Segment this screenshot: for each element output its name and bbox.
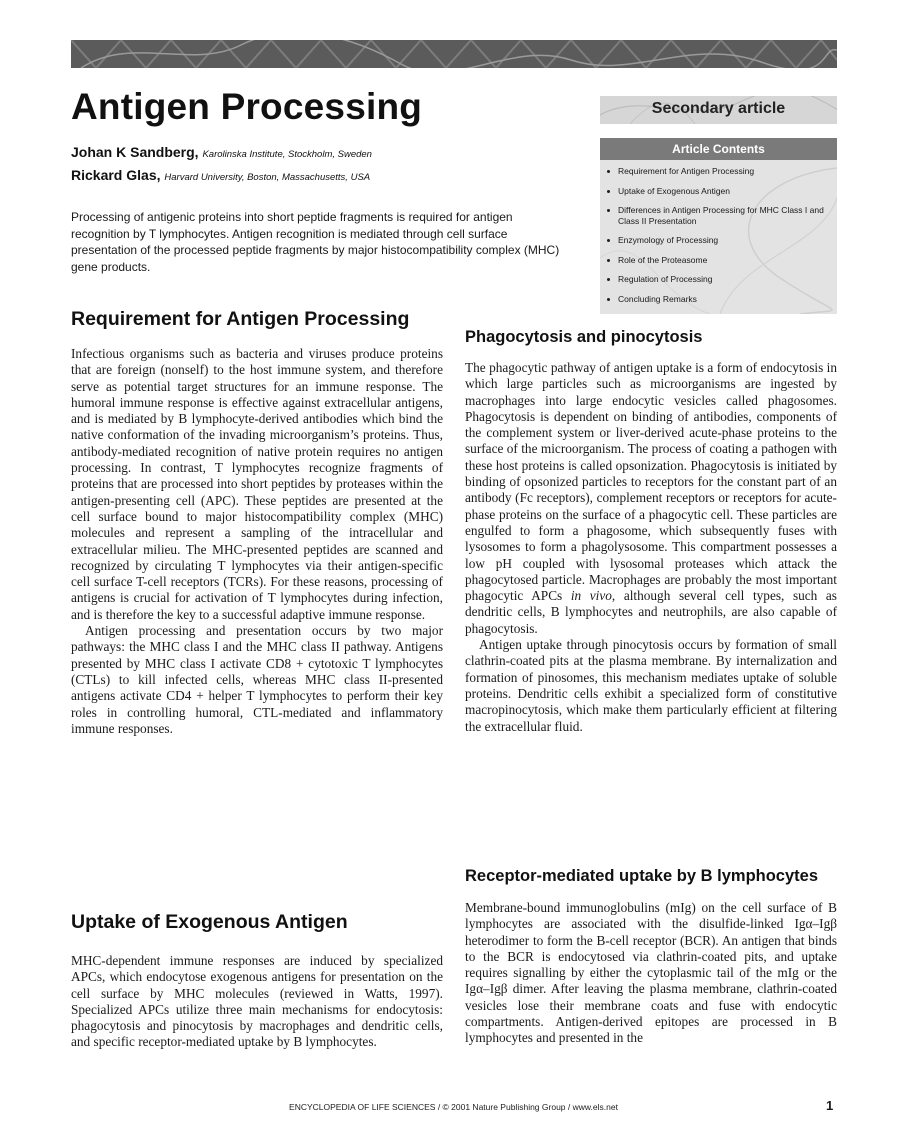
author-name: Rickard Glas, [71, 167, 161, 183]
contents-item[interactable]: Enzymology of Processing [604, 235, 831, 246]
contents-list [600, 160, 837, 304]
author-2 [71, 167, 370, 183]
paragraph [465, 360, 837, 637]
article-type-box [600, 96, 837, 124]
header-banner [71, 40, 837, 68]
contents-item[interactable]: Differences in Antigen Processing for MHC Class I and Class II Presentation [604, 205, 831, 226]
contents-item[interactable]: Regulation of Processing [604, 274, 831, 285]
section-heading-requirement: Requirement for Antigen Processing [71, 308, 410, 330]
author-affiliation: Harvard University, Boston, Massachusetts, USA [164, 172, 371, 183]
article-contents-box [600, 138, 837, 314]
paragraph: Infectious organisms such as bacteria and viruses produce proteins that are foreign (nonself) to the host immune system, and therefore serve as potential target structures for an immune response. The humoral immune response is effective against extracellular antigens, and is mediated by B lymphocyte-derived antibodies which bind the native conformation of the invading microorganism’s proteins. Thus, antibody-mediated recognition of native protein requires no antigen processing. In contrast, T lymphocytes recognize fragments of proteins that are processed into short peptides by proteases within the antigen-presenting cell (APC). These peptides are presented at the cell surface bound to major histocompatibility complex (MHC) molecules and represent a sampling of the intracellular and extracellular milieu. The MHC-presented peptides are scanned and recognized by circulating T lymphocytes via their antigen-specific cell surface T-cell receptors (TCRs). For these reasons, processing of antigens is crucial for activation of T lymphocytes during infection, and is therefore the key to a successful adaptive immune response. [71, 346, 443, 622]
contents-title: Article Contents [600, 138, 837, 160]
page-number: 1 [826, 1098, 834, 1113]
paragraph: Antigen processing and presentation occurs by two major pathways: the MHC class I and the MHC class II pathway. Antigens presented by MHC class I activate CD8 + cytotoxic T lymphocytes (CTLs) to kill infected cells, whereas MHC class II-presented antigens activate CD4 + helper T lymphocytes to perform their key roles in controlling humoral, CTL-mediated and inflammatory immune responses. [71, 623, 443, 736]
text-run: The phagocytic pathway of antigen uptake is a form of endocytosis in which large particles such as microorganisms are ingested by macrophages into large endocytic vesicles called phagosomes. Phagocytosis is dependent on binding of antibodies, components of the complement system or liver-derived acute-phase proteins to the surface of the microorganism. The process of coating a pathogen with these host proteins is called opsonization. Phagocytosis is initiated by binding of opsonized particles to receptors for the constant part of an antibody (Fc receptors), complement receptors or receptors for acute-phase proteins on the surface of a phagocytic cell. These particles are engulfed to form a phagosome, which subsequently fuses with lysosomes to form a phagolysosome. This compartment possesses a low pH coupled with lysosomal proteases which attack the phagocytosed particle. Macrophages are probably the most important phagocytic APCs [465, 360, 837, 604]
subsection-body-phagocytosis [465, 360, 837, 735]
italic-term: in vivo [570, 588, 612, 604]
section-heading-uptake: Uptake of Exogenous Antigen [71, 911, 348, 933]
subsection-body-receptor [465, 900, 837, 1047]
contents-item[interactable]: Requirement for Antigen Processing [604, 166, 831, 177]
contents-item[interactable]: Concluding Remarks [604, 294, 831, 305]
author-name: Johan K Sandberg, [71, 144, 199, 160]
contents-item[interactable]: Role of the Proteasome [604, 255, 831, 266]
contents-item[interactable]: Uptake of Exogenous Antigen [604, 186, 831, 197]
article-title: Antigen Processing [71, 86, 423, 127]
article-type-label: Secondary article [651, 100, 786, 117]
page-footer: ENCYCLOPEDIA OF LIFE SCIENCES / © 2001 Nature Publishing Group / www.els.net [289, 1102, 618, 1112]
paragraph: MHC-dependent immune responses are induced by specialized APCs, which endocytose exogenous antigens for presentation on the cell surface by MHC molecules (reviewed in Watts, 1997). Specialized APCs utilize three main mechanisms for endocytosis: phagocytosis and pinocytosis by macrophages and dendritic cells, and specific receptor-mediated uptake by B lymphocytes. [71, 953, 443, 1050]
author-1 [71, 144, 372, 160]
author-affiliation: Karolinska Institute, Stockholm, Sweden [202, 149, 372, 160]
abstract: Processing of antigenic proteins into short peptide fragments is required for antigen recognition by T lymphocytes. Antigen recognition is mediated through cell surface presentation of the processed peptide fragments by major histocompatibility complex (MHC) gene products. [71, 210, 560, 274]
section-body-uptake [71, 953, 443, 1051]
paragraph: Antigen uptake through pinocytosis occurs by formation of small clathrin-coated pits at the plasma membrane. By internalization and formation of pinosomes, this mechanism mediates uptake of soluble proteins. Dendritic cells exhibit a specialized form of constitutive macropinocytosis, which make them particularly efficient at filtering the extracellular fluid. [465, 637, 837, 734]
subsection-heading-phagocytosis: Phagocytosis and pinocytosis [465, 328, 703, 346]
section-body-requirement [71, 346, 443, 737]
text-run: , although several cell types, such as dendritic cells, B lymphocytes and neutrophils, are also capable of phagocytosis. [465, 588, 837, 636]
subsection-heading-receptor: Receptor-mediated uptake by B lymphocytes [465, 867, 819, 885]
paragraph: Membrane-bound immunoglobulins (mIg) on the cell surface of B lymphocytes are associated with the disulfide-linked Igα–Igβ heterodimer to form the B-cell receptor (BCR). An antigen that binds to the BCR is endocytosed via clathrin-coated pits, and uptake requires signalling by either the cytoplasmic tail of the mIg or the Igα–Igβ dimer. After leaving the plasma membrane, clathrin-coated vesicles lose their membrane coats and fuse with endocytic compartments. Antigen-derived epitopes are processed in B lymphocytes and presented in the [465, 900, 837, 1046]
